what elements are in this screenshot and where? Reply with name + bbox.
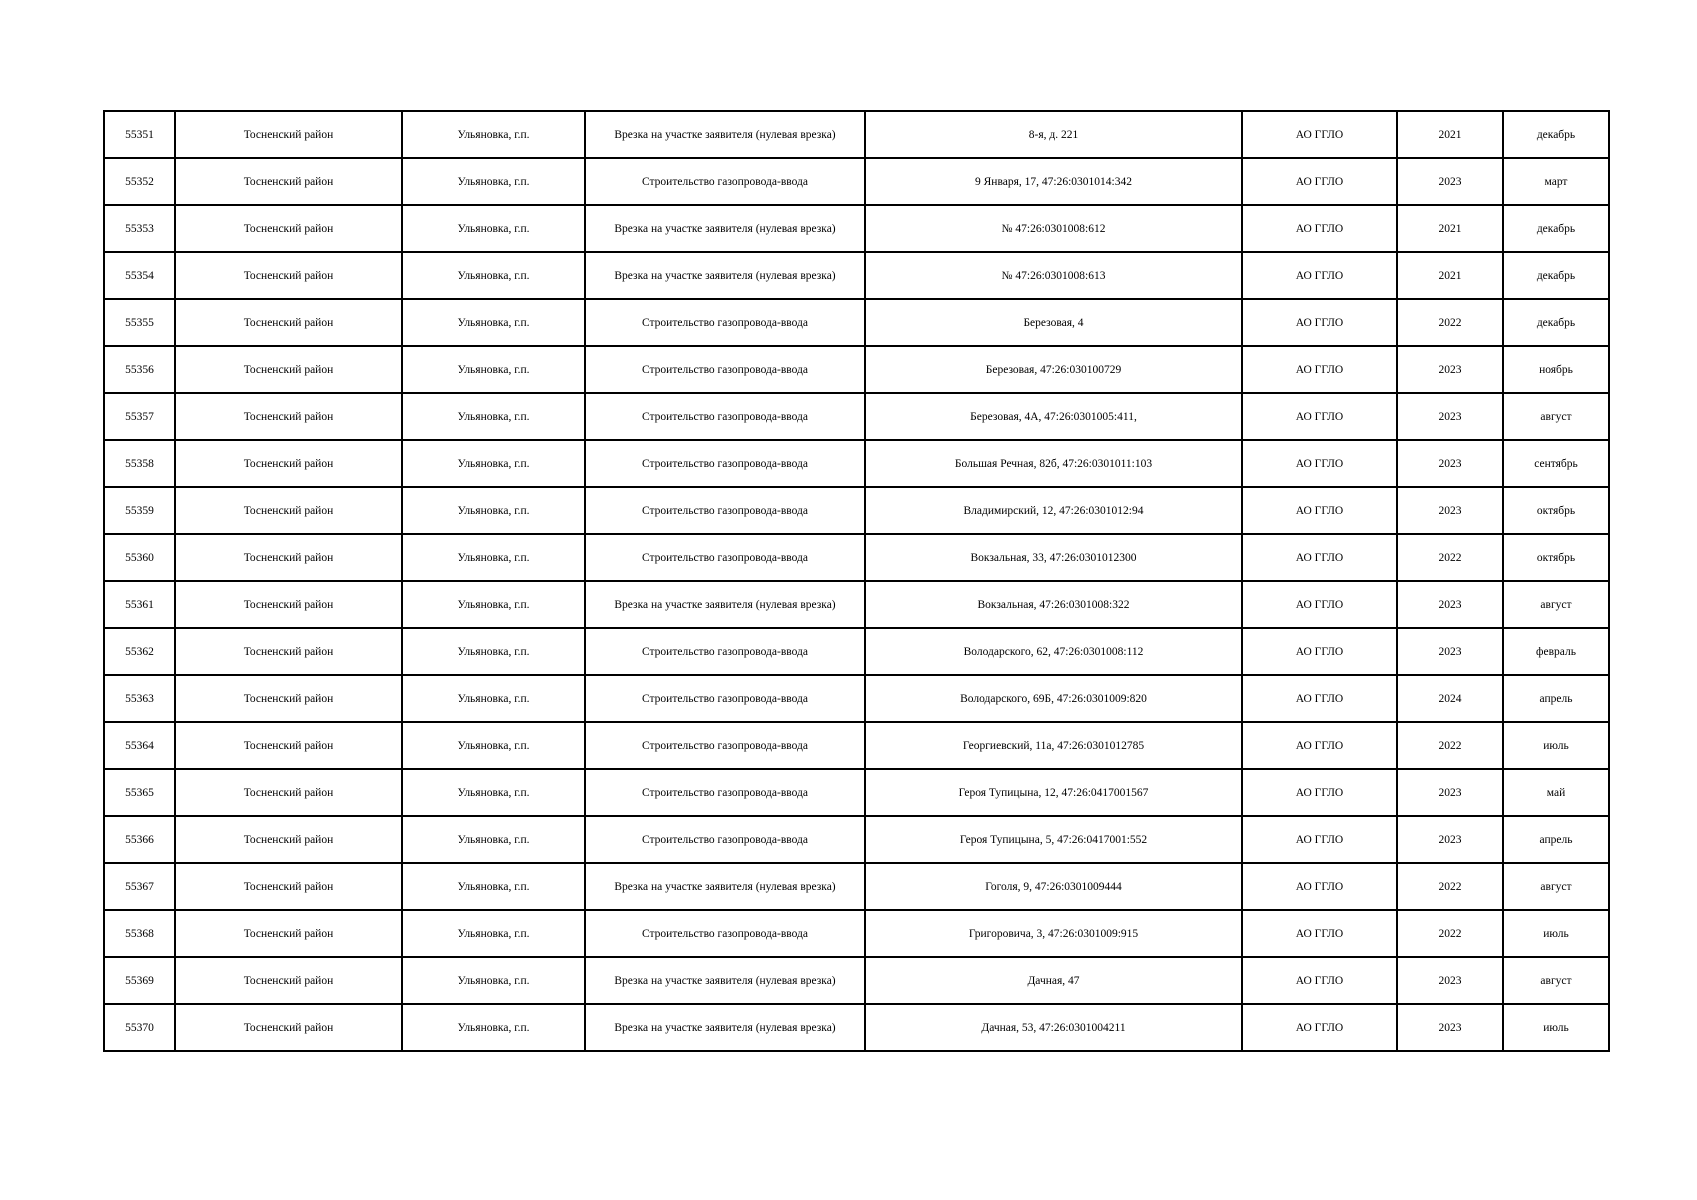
address-cell: № 47:26:0301008:612 (865, 205, 1242, 252)
year-cell: 2023 (1397, 346, 1503, 393)
id-cell: 55366 (104, 816, 175, 863)
organization-cell: АО ГГЛО (1242, 393, 1397, 440)
address-cell: Героя Тупицына, 12, 47:26:0417001567 (865, 769, 1242, 816)
month-cell: май (1503, 769, 1609, 816)
work-type-cell: Строительство газопровода-ввода (585, 487, 865, 534)
table-row (104, 769, 1609, 816)
year-cell: 2022 (1397, 910, 1503, 957)
id-cell: 55369 (104, 957, 175, 1004)
year-cell: 2023 (1397, 957, 1503, 1004)
address-cell: Григоровича, 3, 47:26:0301009:915 (865, 910, 1242, 957)
id-cell: 55353 (104, 205, 175, 252)
district-cell: Тосненский район (175, 769, 402, 816)
address-cell: 9 Января, 17, 47:26:0301014:342 (865, 158, 1242, 205)
organization-cell: АО ГГЛО (1242, 581, 1397, 628)
address-cell: Владимирский, 12, 47:26:0301012:94 (865, 487, 1242, 534)
year-cell: 2023 (1397, 487, 1503, 534)
month-cell: апрель (1503, 816, 1609, 863)
address-cell: Героя Тупицына, 5, 47:26:0417001:552 (865, 816, 1242, 863)
address-cell: Березовая, 4А, 47:26:0301005:411, (865, 393, 1242, 440)
organization-cell: АО ГГЛО (1242, 487, 1397, 534)
district-cell: Тосненский район (175, 487, 402, 534)
month-cell: октябрь (1503, 487, 1609, 534)
year-cell: 2023 (1397, 158, 1503, 205)
settlement-cell: Ульяновка, г.п. (402, 111, 585, 158)
id-cell: 55358 (104, 440, 175, 487)
table-row (104, 957, 1609, 1004)
month-cell: август (1503, 581, 1609, 628)
table-row (104, 816, 1609, 863)
work-type-cell: Строительство газопровода-ввода (585, 346, 865, 393)
id-cell: 55368 (104, 910, 175, 957)
address-cell: Березовая, 4 (865, 299, 1242, 346)
district-cell: Тосненский район (175, 111, 402, 158)
year-cell: 2023 (1397, 1004, 1503, 1051)
district-cell: Тосненский район (175, 957, 402, 1004)
work-type-cell: Строительство газопровода-ввода (585, 769, 865, 816)
address-cell: Большая Речная, 82б, 47:26:0301011:103 (865, 440, 1242, 487)
settlement-cell: Ульяновка, г.п. (402, 299, 585, 346)
year-cell: 2023 (1397, 628, 1503, 675)
organization-cell: АО ГГЛО (1242, 299, 1397, 346)
year-cell: 2023 (1397, 816, 1503, 863)
id-cell: 55367 (104, 863, 175, 910)
address-cell: Георгиевский, 11а, 47:26:0301012785 (865, 722, 1242, 769)
work-type-cell: Врезка на участке заявителя (нулевая врезка) (585, 252, 865, 299)
work-type-cell: Строительство газопровода-ввода (585, 816, 865, 863)
organization-cell: АО ГГЛО (1242, 910, 1397, 957)
work-type-cell: Строительство газопровода-ввода (585, 910, 865, 957)
district-cell: Тосненский район (175, 910, 402, 957)
address-cell: Володарского, 62, 47:26:0301008:112 (865, 628, 1242, 675)
id-cell: 55357 (104, 393, 175, 440)
id-cell: 55351 (104, 111, 175, 158)
settlement-cell: Ульяновка, г.п. (402, 910, 585, 957)
month-cell: декабрь (1503, 111, 1609, 158)
settlement-cell: Ульяновка, г.п. (402, 252, 585, 299)
id-cell: 55363 (104, 675, 175, 722)
month-cell: июль (1503, 1004, 1609, 1051)
district-cell: Тосненский район (175, 863, 402, 910)
work-type-cell: Строительство газопровода-ввода (585, 722, 865, 769)
gasification-table (103, 110, 1610, 1052)
settlement-cell: Ульяновка, г.п. (402, 863, 585, 910)
year-cell: 2022 (1397, 722, 1503, 769)
id-cell: 55362 (104, 628, 175, 675)
address-cell: Дачная, 47 (865, 957, 1242, 1004)
settlement-cell: Ульяновка, г.п. (402, 816, 585, 863)
work-type-cell: Строительство газопровода-ввода (585, 628, 865, 675)
table-row (104, 205, 1609, 252)
month-cell: август (1503, 393, 1609, 440)
address-cell: 8-я, д. 221 (865, 111, 1242, 158)
table-row (104, 628, 1609, 675)
district-cell: Тосненский район (175, 675, 402, 722)
table-body (104, 111, 1609, 1051)
work-type-cell: Строительство газопровода-ввода (585, 158, 865, 205)
address-cell: Гоголя, 9, 47:26:0301009444 (865, 863, 1242, 910)
year-cell: 2023 (1397, 440, 1503, 487)
district-cell: Тосненский район (175, 722, 402, 769)
month-cell: август (1503, 957, 1609, 1004)
district-cell: Тосненский район (175, 440, 402, 487)
organization-cell: АО ГГЛО (1242, 722, 1397, 769)
work-type-cell: Строительство газопровода-ввода (585, 299, 865, 346)
year-cell: 2024 (1397, 675, 1503, 722)
district-cell: Тосненский район (175, 299, 402, 346)
work-type-cell: Строительство газопровода-ввода (585, 440, 865, 487)
organization-cell: АО ГГЛО (1242, 346, 1397, 393)
table-row (104, 346, 1609, 393)
year-cell: 2021 (1397, 205, 1503, 252)
district-cell: Тосненский район (175, 816, 402, 863)
district-cell: Тосненский район (175, 252, 402, 299)
work-type-cell: Врезка на участке заявителя (нулевая врезка) (585, 581, 865, 628)
table-row (104, 722, 1609, 769)
id-cell: 55364 (104, 722, 175, 769)
month-cell: октябрь (1503, 534, 1609, 581)
table-row (104, 158, 1609, 205)
table-row (104, 440, 1609, 487)
district-cell: Тосненский район (175, 1004, 402, 1051)
address-cell: Вокзальная, 47:26:0301008:322 (865, 581, 1242, 628)
district-cell: Тосненский район (175, 158, 402, 205)
organization-cell: АО ГГЛО (1242, 440, 1397, 487)
organization-cell: АО ГГЛО (1242, 111, 1397, 158)
table-row (104, 581, 1609, 628)
settlement-cell: Ульяновка, г.п. (402, 675, 585, 722)
id-cell: 55365 (104, 769, 175, 816)
id-cell: 55370 (104, 1004, 175, 1051)
district-cell: Тосненский район (175, 346, 402, 393)
settlement-cell: Ульяновка, г.п. (402, 205, 585, 252)
work-type-cell: Врезка на участке заявителя (нулевая врезка) (585, 205, 865, 252)
settlement-cell: Ульяновка, г.п. (402, 628, 585, 675)
table-row (104, 675, 1609, 722)
settlement-cell: Ульяновка, г.п. (402, 769, 585, 816)
year-cell: 2022 (1397, 299, 1503, 346)
table-row (104, 1004, 1609, 1051)
table-row (104, 487, 1609, 534)
settlement-cell: Ульяновка, г.п. (402, 487, 585, 534)
organization-cell: АО ГГЛО (1242, 205, 1397, 252)
district-cell: Тосненский район (175, 205, 402, 252)
settlement-cell: Ульяновка, г.п. (402, 440, 585, 487)
work-type-cell: Врезка на участке заявителя (нулевая врезка) (585, 863, 865, 910)
address-cell: Дачная, 53, 47:26:0301004211 (865, 1004, 1242, 1051)
organization-cell: АО ГГЛО (1242, 534, 1397, 581)
work-type-cell: Строительство газопровода-ввода (585, 534, 865, 581)
organization-cell: АО ГГЛО (1242, 158, 1397, 205)
month-cell: декабрь (1503, 205, 1609, 252)
month-cell: декабрь (1503, 299, 1609, 346)
settlement-cell: Ульяновка, г.п. (402, 346, 585, 393)
year-cell: 2021 (1397, 111, 1503, 158)
organization-cell: АО ГГЛО (1242, 1004, 1397, 1051)
settlement-cell: Ульяновка, г.п. (402, 581, 585, 628)
organization-cell: АО ГГЛО (1242, 863, 1397, 910)
organization-cell: АО ГГЛО (1242, 769, 1397, 816)
address-cell: № 47:26:0301008:613 (865, 252, 1242, 299)
settlement-cell: Ульяновка, г.п. (402, 1004, 585, 1051)
work-type-cell: Врезка на участке заявителя (нулевая врезка) (585, 1004, 865, 1051)
settlement-cell: Ульяновка, г.п. (402, 158, 585, 205)
id-cell: 55361 (104, 581, 175, 628)
month-cell: апрель (1503, 675, 1609, 722)
id-cell: 55360 (104, 534, 175, 581)
id-cell: 55359 (104, 487, 175, 534)
year-cell: 2023 (1397, 769, 1503, 816)
id-cell: 55355 (104, 299, 175, 346)
id-cell: 55354 (104, 252, 175, 299)
organization-cell: АО ГГЛО (1242, 816, 1397, 863)
table-row (104, 393, 1609, 440)
month-cell: март (1503, 158, 1609, 205)
settlement-cell: Ульяновка, г.п. (402, 534, 585, 581)
year-cell: 2022 (1397, 534, 1503, 581)
table-row (104, 910, 1609, 957)
district-cell: Тосненский район (175, 534, 402, 581)
settlement-cell: Ульяновка, г.п. (402, 722, 585, 769)
table-row (104, 299, 1609, 346)
table-row (104, 252, 1609, 299)
year-cell: 2022 (1397, 863, 1503, 910)
year-cell: 2023 (1397, 393, 1503, 440)
table-row (104, 534, 1609, 581)
address-cell: Березовая, 47:26:030100729 (865, 346, 1242, 393)
district-cell: Тосненский район (175, 628, 402, 675)
organization-cell: АО ГГЛО (1242, 675, 1397, 722)
month-cell: июль (1503, 910, 1609, 957)
organization-cell: АО ГГЛО (1242, 628, 1397, 675)
work-type-cell: Строительство газопровода-ввода (585, 675, 865, 722)
district-cell: Тосненский район (175, 581, 402, 628)
work-type-cell: Строительство газопровода-ввода (585, 393, 865, 440)
id-cell: 55356 (104, 346, 175, 393)
district-cell: Тосненский район (175, 393, 402, 440)
month-cell: февраль (1503, 628, 1609, 675)
month-cell: июль (1503, 722, 1609, 769)
month-cell: август (1503, 863, 1609, 910)
address-cell: Вокзальная, 33, 47:26:0301012300 (865, 534, 1242, 581)
organization-cell: АО ГГЛО (1242, 957, 1397, 1004)
year-cell: 2023 (1397, 581, 1503, 628)
address-cell: Володарского, 69Б, 47:26:0301009:820 (865, 675, 1242, 722)
month-cell: сентябрь (1503, 440, 1609, 487)
year-cell: 2021 (1397, 252, 1503, 299)
table-row (104, 111, 1609, 158)
organization-cell: АО ГГЛО (1242, 252, 1397, 299)
settlement-cell: Ульяновка, г.п. (402, 393, 585, 440)
work-type-cell: Врезка на участке заявителя (нулевая врезка) (585, 111, 865, 158)
settlement-cell: Ульяновка, г.п. (402, 957, 585, 1004)
table-row (104, 863, 1609, 910)
id-cell: 55352 (104, 158, 175, 205)
month-cell: ноябрь (1503, 346, 1609, 393)
month-cell: декабрь (1503, 252, 1609, 299)
work-type-cell: Врезка на участке заявителя (нулевая врезка) (585, 957, 865, 1004)
